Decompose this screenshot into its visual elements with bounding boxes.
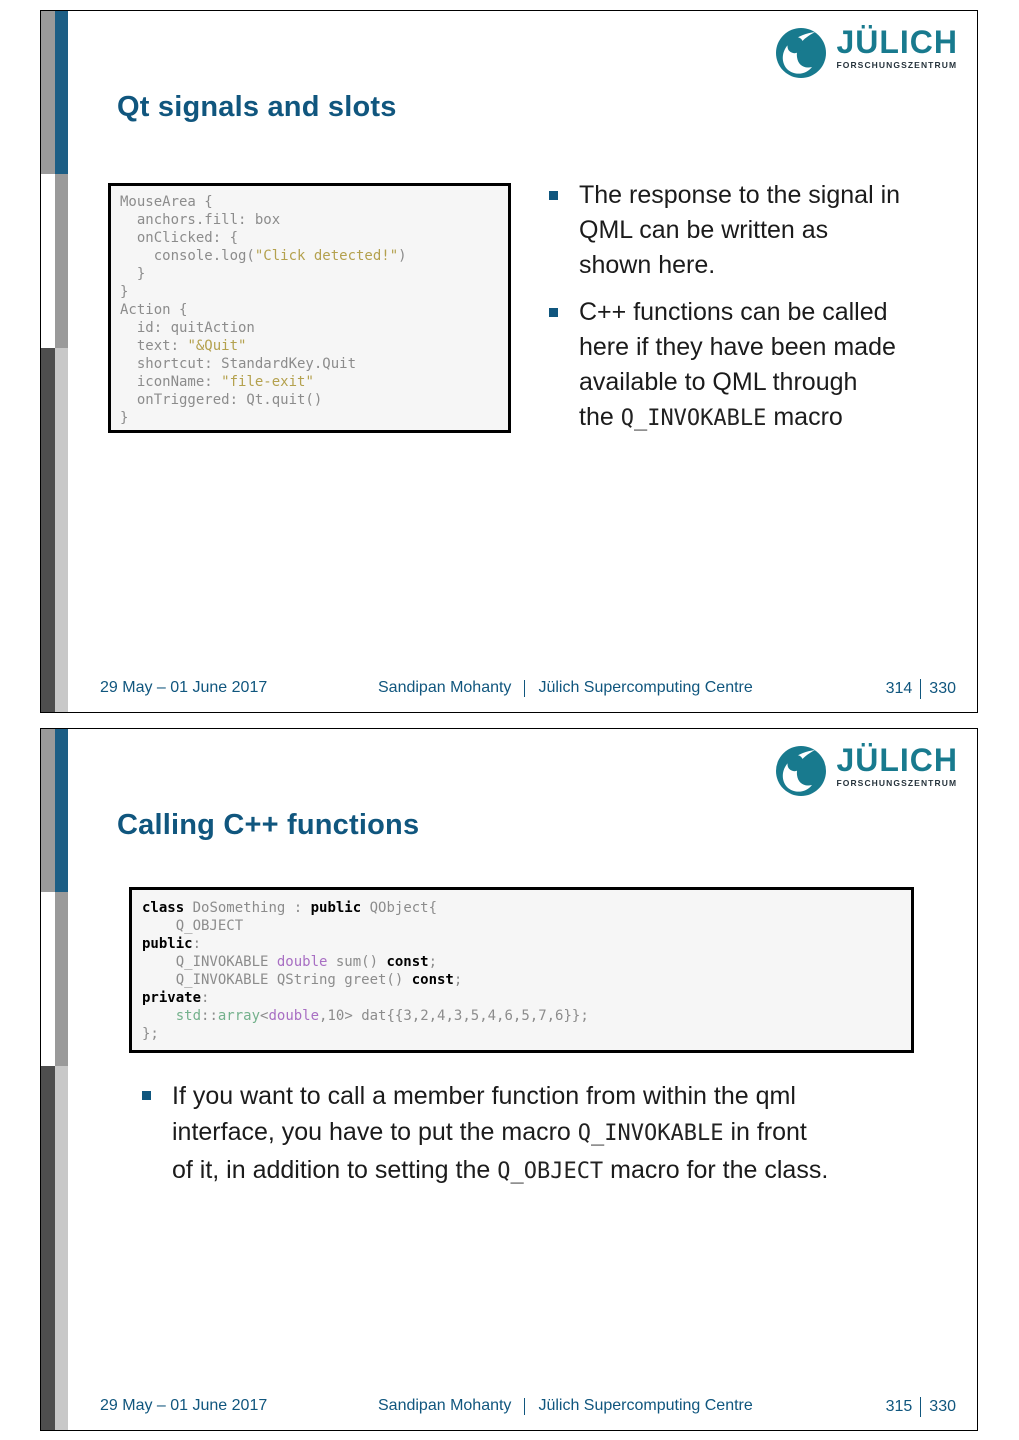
text-line: QML can be written as xyxy=(579,216,829,244)
sidebar-segment-mid-white xyxy=(41,892,55,1066)
text-line: Q_INVOKABLE QString greet() const; xyxy=(142,972,463,988)
bullet-marker-icon xyxy=(549,191,558,200)
text-line: Q_INVOKABLE double sum() const; xyxy=(142,954,438,970)
juelich-logo-name: JÜLICH xyxy=(836,742,958,778)
text-line: } xyxy=(120,284,129,300)
juelich-logo-name: JÜLICH xyxy=(836,24,958,60)
slide-title: Qt signals and slots xyxy=(117,91,397,123)
footer-institute: Jülich Supercomputing Centre xyxy=(538,1397,753,1414)
juelich-logo xyxy=(775,24,958,79)
bullet-list xyxy=(549,178,973,448)
text-line: onTriggered: Qt.quit() xyxy=(120,392,323,408)
text-line: id: quitAction xyxy=(120,320,255,336)
footer-institute: Jülich Supercomputing Centre xyxy=(538,679,753,696)
slide-footer xyxy=(82,1396,956,1418)
footer-total-pages: 330 xyxy=(929,1398,956,1415)
text-line: private: xyxy=(142,990,210,1006)
text-line: std::array<double,10> dat{{3,2,4,3,5,4,6,5,7,6}}; xyxy=(175,1008,589,1024)
footer-date: 29 May – 01 June 2017 xyxy=(100,1397,268,1414)
text-line: shortcut: StandardKey.Quit xyxy=(120,356,357,372)
bullet-item xyxy=(549,295,973,436)
text-line: iconName: "file-exit" xyxy=(120,374,314,390)
footer-current-page: 314 xyxy=(885,680,913,697)
text-line: MouseArea { xyxy=(120,194,213,210)
sidebar-segment-bottom-lightgray xyxy=(55,1066,68,1430)
text-line: text: "&Quit" xyxy=(120,338,247,354)
footer-page-separator xyxy=(920,679,921,699)
text-line: Action { xyxy=(120,302,188,318)
text-line: class DoSomething : public QObject{ xyxy=(142,900,438,916)
slide-315 xyxy=(40,728,978,1431)
bullet-list xyxy=(142,1078,962,1202)
footer-author-institute xyxy=(378,679,753,697)
text-line: interface, you have to put the macro Q_INVOKABLE in front xyxy=(172,1118,807,1146)
footer-total-pages: 330 xyxy=(929,680,956,697)
sidebar-segment-mid-gray xyxy=(55,892,68,1066)
text-line: } xyxy=(120,410,129,426)
sidebar-navigation-bar xyxy=(41,729,68,1430)
juelich-logo-mark xyxy=(775,27,827,79)
sidebar-segment-mid-gray xyxy=(55,174,68,348)
sidebar-segment-bottom-lightgray xyxy=(55,348,68,712)
footer-current-page: 315 xyxy=(885,1398,913,1415)
juelich-logo-text xyxy=(836,24,958,70)
bullet-marker-icon xyxy=(549,308,558,317)
text-line: } xyxy=(120,266,146,282)
sidebar-segment-top-blue xyxy=(55,729,68,892)
text-line: onClicked: { xyxy=(120,230,239,246)
juelich-logo-text xyxy=(836,742,958,788)
code-block-cpp-class xyxy=(129,887,914,1053)
text-line: The response to the signal in xyxy=(579,181,901,209)
footer-page-separator xyxy=(920,1397,921,1417)
text-line: anchors.fill: box xyxy=(120,212,281,228)
code-block-qml-signals xyxy=(108,183,511,433)
text-line: C++ functions can be called xyxy=(579,298,888,326)
text-line: shown here. xyxy=(579,251,716,279)
footer-separator xyxy=(524,680,525,697)
footer-author: Sandipan Mohanty xyxy=(378,1397,512,1414)
bullet-text xyxy=(579,178,900,283)
text-line: If you want to call a member function from within the qml xyxy=(172,1082,796,1110)
juelich-logo-subtitle: FORSCHUNGSZENTRUM xyxy=(836,778,958,788)
sidebar-segment-top-blue xyxy=(55,11,68,174)
bullet-marker-icon xyxy=(142,1091,151,1100)
sidebar-segment-mid-white xyxy=(41,174,55,348)
text-line: available to QML through xyxy=(579,368,858,396)
footer-page-numbers xyxy=(886,679,956,699)
slide-title: Calling C++ functions xyxy=(117,809,420,841)
text-line: console.log("Click detected!") xyxy=(120,248,407,264)
slide-314 xyxy=(40,10,978,713)
juelich-logo-subtitle: FORSCHUNGSZENTRUM xyxy=(836,60,958,70)
sidebar-navigation-bar xyxy=(41,11,68,712)
bullet-text xyxy=(579,295,896,436)
bullet-item xyxy=(549,178,973,283)
footer-author-institute xyxy=(378,1397,753,1415)
bullet-item xyxy=(142,1078,962,1190)
footer-separator xyxy=(524,1398,525,1415)
footer-page-numbers xyxy=(886,1397,956,1417)
text-line: of it, in addition to setting the Q_OBJECT macro for the class. xyxy=(172,1156,829,1184)
sidebar-segment-top-gray xyxy=(41,729,55,892)
sidebar-segment-top-gray xyxy=(41,11,55,174)
sidebar-segment-bottom-darkgray xyxy=(41,1066,55,1430)
footer-date: 29 May – 01 June 2017 xyxy=(100,679,268,696)
bullet-text xyxy=(172,1078,828,1190)
text-line: public: xyxy=(142,936,202,952)
juelich-logo-mark xyxy=(775,745,827,797)
text-line: Q_OBJECT xyxy=(142,918,244,934)
sidebar-segment-bottom-darkgray xyxy=(41,348,55,712)
text-line: the Q_INVOKABLE macro xyxy=(579,403,843,431)
text-line: }; xyxy=(142,1026,159,1042)
text-line: here if they have been made xyxy=(579,333,896,361)
footer-author: Sandipan Mohanty xyxy=(378,679,512,696)
slide-footer xyxy=(82,678,956,700)
juelich-logo xyxy=(775,742,958,797)
